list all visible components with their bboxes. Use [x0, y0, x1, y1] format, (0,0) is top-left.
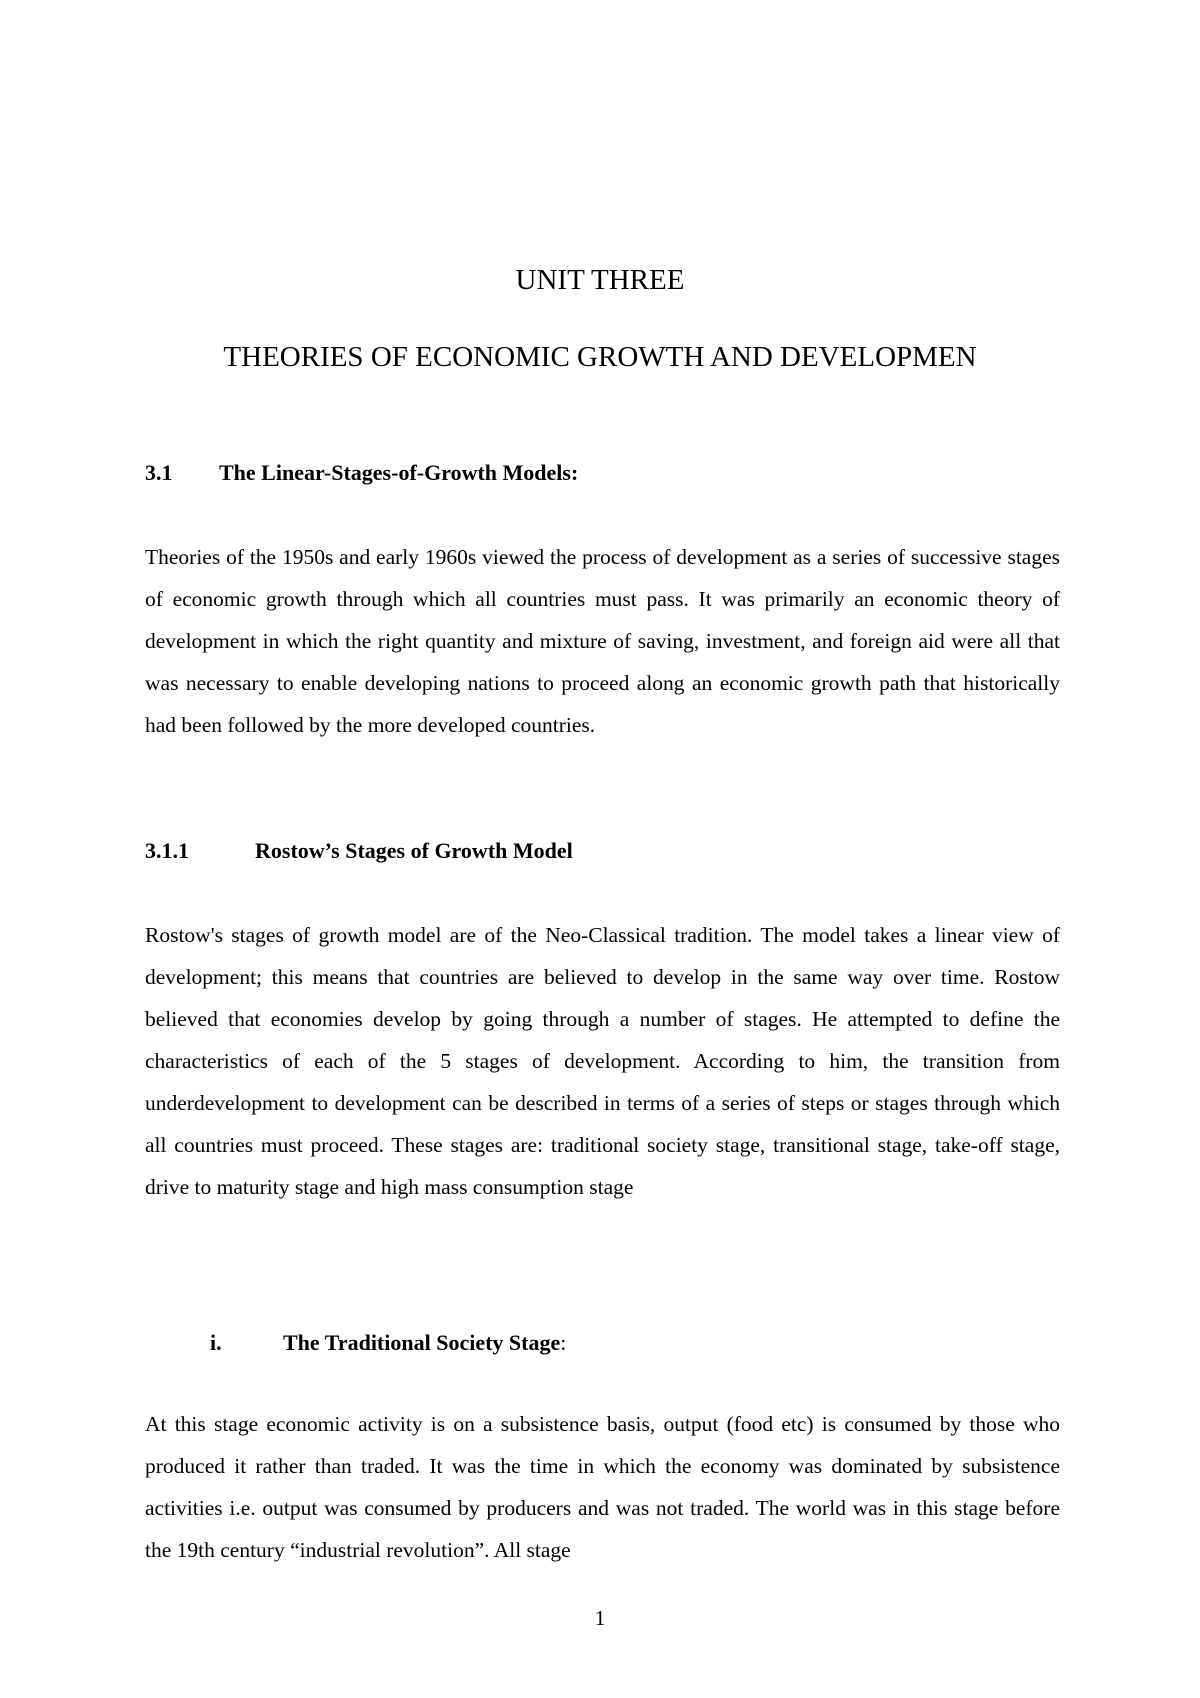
page-number: 1 [594, 1606, 606, 1630]
section-3-1-1-paragraph: Rostow's stages of growth model are of the Neo-Classical tradition. The model takes a linear view of development; this means that countries are believed to develop in the same way over time. Rostow believed that economies develop by going through a number of stages. He attempted to define the characteristics of each of the 5 stages of development. According to him, the transition from underdevelopment to development can be described in terms of a series of steps or stages through which all countries must proceed. These stages are: traditional society stage, transitional stage, take-off stage, drive to maturity stage and high mass consumption stage [145, 923, 1060, 1199]
section-title: Rostow’s Stages of Growth Model [255, 838, 573, 863]
stage-heading-traditional-society [210, 1328, 566, 1358]
section-number: 3.1.1 [145, 838, 189, 863]
stage-title: The Traditional Society Stage [283, 1330, 561, 1355]
stage-number: i. [210, 1330, 222, 1355]
stage-i-paragraph: At this stage economic activity is on a subsistence basis, output (food etc) is consumed by those who produced it rather than traded. It was the time in which the economy was dominated by subsistence activities i.e. output was consumed by producers and was not traded. The world was in this stage before the 19th century “industrial revolution”. All stage [145, 1412, 1060, 1562]
unit-title: UNIT THREE [515, 264, 685, 296]
section-heading-3-1 [145, 458, 578, 488]
section-heading-3-1-1 [145, 836, 573, 866]
section-number: 3.1 [145, 460, 173, 485]
section-3-1-paragraph: Theories of the 1950s and early 1960s viewed the process of development as a series of successive stages of economic growth through which all countries must pass. It was primarily an economic theory of development in which the right quantity and mixture of saving, investment, and foreign aid were all that was necessary to enable developing nations to proceed along an economic growth path that historically had been followed by the more developed countries. [145, 545, 1060, 737]
section-title: The Linear-Stages-of-Growth Models: [219, 460, 579, 485]
chapter-title: THEORIES OF ECONOMIC GROWTH AND DEVELOPMEN [223, 341, 977, 373]
stage-title-colon: : [560, 1330, 567, 1355]
